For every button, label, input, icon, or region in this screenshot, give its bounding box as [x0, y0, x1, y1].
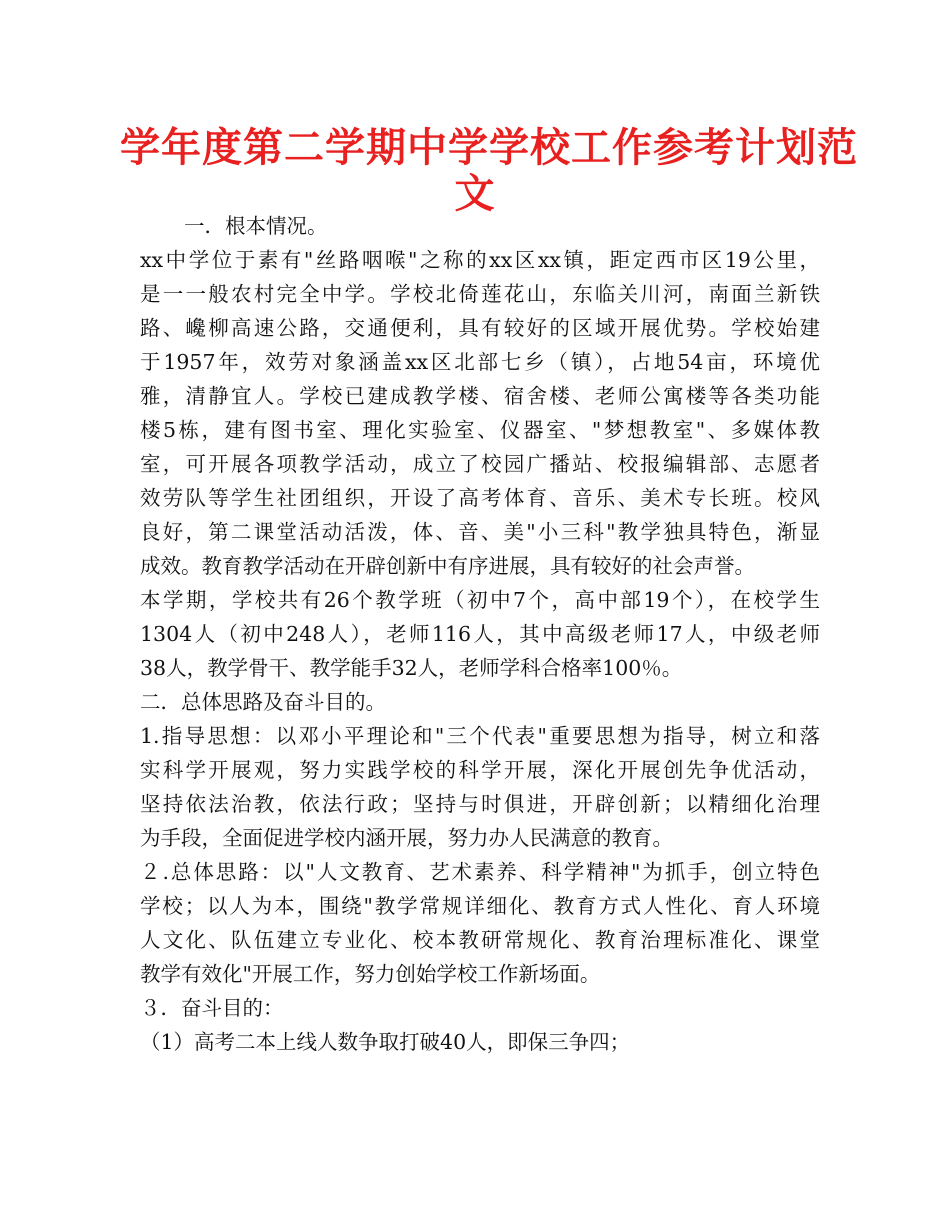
document-title-continued: 文 — [454, 171, 496, 217]
paragraph-line: 良好，第二课堂活动活泼，体、音、美"小三科"教学独具特色，渐显 — [140, 520, 820, 544]
paragraph-line: 是一一般农村完全中学。学校北倚莲花山，东临关川河，南面兰新铁 — [140, 282, 820, 306]
document-title: 学年度第二学期中学学校工作参考计划范 — [120, 125, 858, 171]
section-heading-basic-situation: 一．根本情况。 — [184, 214, 328, 238]
paragraph-line: 路、巉柳高速公路，交通便利，具有较好的区域开展优势。学校始建 — [140, 316, 820, 340]
paragraph-line: 38人，教学骨干、教学能手32人，老师学科合格率100％。 — [140, 656, 683, 680]
paragraph-line: 1.指导思想：以邓小平理论和"三个代表"重要思想为指导，树立和落 — [140, 724, 820, 748]
document-body — [140, 209, 820, 1059]
paragraph-line: 人文化、队伍建立专业化、校本教研常规化、教育治理标准化、课堂 — [140, 928, 820, 952]
paragraph-line: 楼5栋，建有图书室、理化实验室、仪器室、"梦想教室"、多媒体教 — [140, 418, 820, 442]
paragraph-line: 雅，清静宜人。学校已建成教学楼、宿舍楼、老师公寓楼等各类功能 — [140, 384, 820, 408]
paragraph-line: 坚持依法治教，依法行政；坚持与时俱进，开辟创新；以精细化治理 — [140, 792, 820, 816]
paragraph-line: 为手段，全面促进学校内涵开展，努力办人民满意的教育。 — [140, 826, 673, 850]
paragraph-line: 室，可开展各项教学活动，成立了校园广播站、校报编辑部、志愿者 — [140, 452, 820, 476]
subsection-heading-goals: ３．奋斗目的： — [140, 996, 284, 1020]
paragraph-line: 教学有效化"开展工作，努力创始学校工作新场面。 — [140, 962, 601, 986]
paragraph-line: 学校；以人为本，围绕"教学常规详细化、教育方式人性化、育人环境 — [140, 894, 820, 918]
paragraph-line: xx中学位于素有"丝路咽喉"之称的xx区xx镇，距定西市区19公里， — [140, 248, 820, 272]
section-heading-overall-approach: 二．总体思路及奋斗目的。 — [140, 690, 386, 714]
paragraph-line: ２.总体思路：以"人文教育、艺术素养、科学精神"为抓手，创立特色 — [140, 860, 820, 884]
paragraph-line: 成效。教育教学活动在开辟创新中有序进展，具有较好的社会声誉。 — [140, 554, 755, 578]
paragraph-line: 1304人（初中248人），老师116人，其中高级老师17人，中级老师 — [140, 622, 820, 646]
paragraph-line: 效劳队等学生社团组织，开设了高考体育、音乐、美术专长班。校风 — [140, 486, 820, 510]
paragraph-line: 于1957年，效劳对象涵盖xx区北部七乡（镇），占地54亩，环境优 — [140, 350, 820, 374]
paragraph-line: 实科学开展观，努力实践学校的科学开展，深化开展创先争优活动， — [140, 758, 820, 782]
list-item: （1）高考二本上线人数争取打破40人，即保三争四； — [140, 1030, 631, 1054]
paragraph-line: 本学期，学校共有26个教学班（初中7个，高中部19个），在校学生 — [140, 588, 820, 612]
